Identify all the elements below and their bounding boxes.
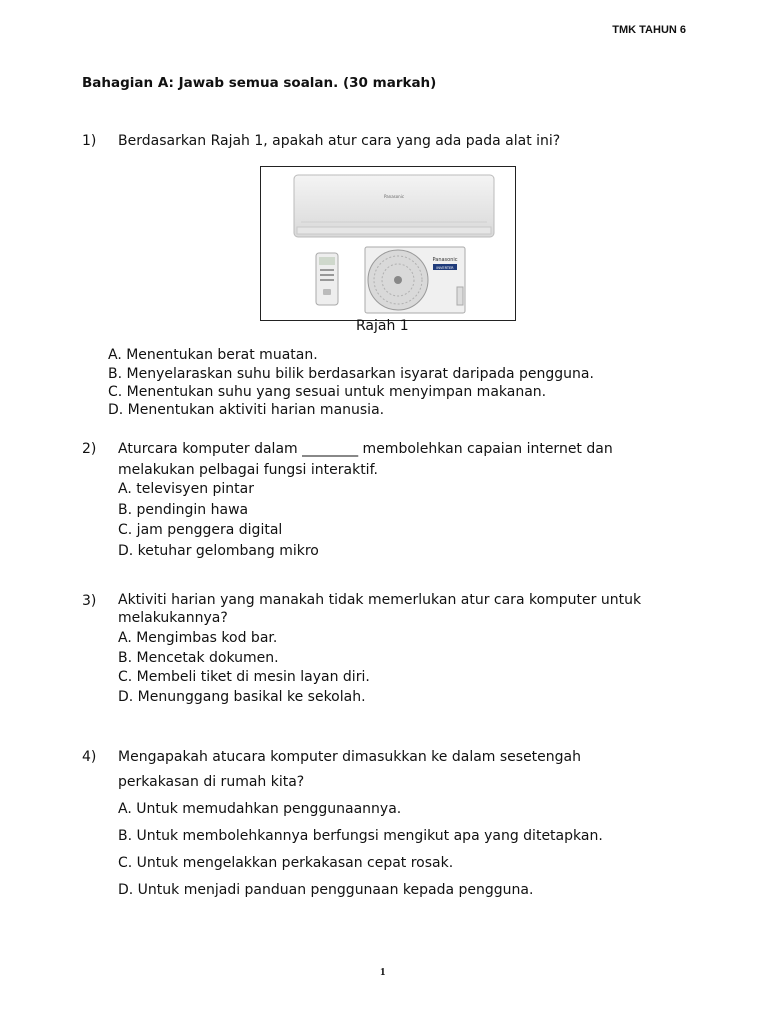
inverter-badge: INVERTER: [436, 266, 454, 270]
question-text-line-1: Mengapakah atucara komputer dimasukkan ke dalam sesetengah: [118, 749, 581, 765]
figure-caption: Rajah 1: [356, 318, 409, 334]
question-2-option-c: C. jam penggera digital: [118, 522, 283, 538]
question-1-option-a: A. Menentukan berat muatan.: [108, 347, 318, 363]
air-conditioner-illustration: [261, 167, 515, 320]
question-text: Aktiviti harian yang manakah tidak memerlukan atur cara komputer untuk melakukannya?: [118, 592, 642, 626]
question-3-option-a: A. Mengimbas kod bar.: [118, 630, 278, 646]
question-3-option-b: B. Mencetak dokumen.: [118, 650, 279, 666]
question-4-option-c: C. Untuk mengelakkan perkakasan cepat rosak.: [118, 855, 454, 871]
indoor-brand-label: Panasonic: [383, 194, 405, 199]
question-1-option-c: C. Menentukan suhu yang sesuai untuk menyimpan makanan.: [108, 384, 547, 400]
question-2-option-a: A. televisyen pintar: [118, 481, 255, 497]
outdoor-brand-label: Panasonic: [432, 257, 458, 263]
page-header: TMK TAHUN 6: [612, 24, 686, 36]
question-number: 4): [82, 749, 97, 765]
question-2-option-b: B. pendingin hawa: [118, 502, 249, 518]
question-1-option-d: D. Menentukan aktiviti harian manusia.: [108, 402, 385, 418]
page-number: 1: [380, 966, 386, 978]
figure-air-conditioner: [260, 166, 516, 321]
question-4-option-b: B. Untuk membolehkannya berfungsi mengikut apa yang ditetapkan.: [118, 828, 603, 844]
question-text: Berdasarkan Rajah 1, apakah atur cara yang ada pada alat ini?: [118, 133, 561, 149]
question-4-text-line-2: perkakasan di rumah kita?: [118, 774, 305, 790]
question-3-option-c: C. Membeli tiket di mesin layan diri.: [118, 669, 370, 685]
question-number: 2): [82, 441, 97, 457]
question-4-option-a: A. Untuk memudahkan penggunaannya.: [118, 801, 402, 817]
section-title: Bahagian A: Jawab semua soalan. (30 markah): [82, 75, 437, 91]
question-1-option-b: B. Menyelaraskan suhu bilik berdasarkan isyarat daripada pengguna.: [108, 366, 594, 382]
question-2-option-d: D. ketuhar gelombang mikro: [118, 543, 319, 559]
question-number: 1): [82, 133, 97, 149]
question-number: 3): [82, 593, 97, 609]
question-4-option-d: D. Untuk menjadi panduan penggunaan kepada pengguna.: [118, 882, 534, 898]
question-text: Aturcara komputer dalam ________ membolehkan capaian internet dan melakukan pelbagai fungsi interaktif.: [118, 441, 613, 478]
question-3-option-d: D. Menunggang basikal ke sekolah.: [118, 689, 366, 705]
